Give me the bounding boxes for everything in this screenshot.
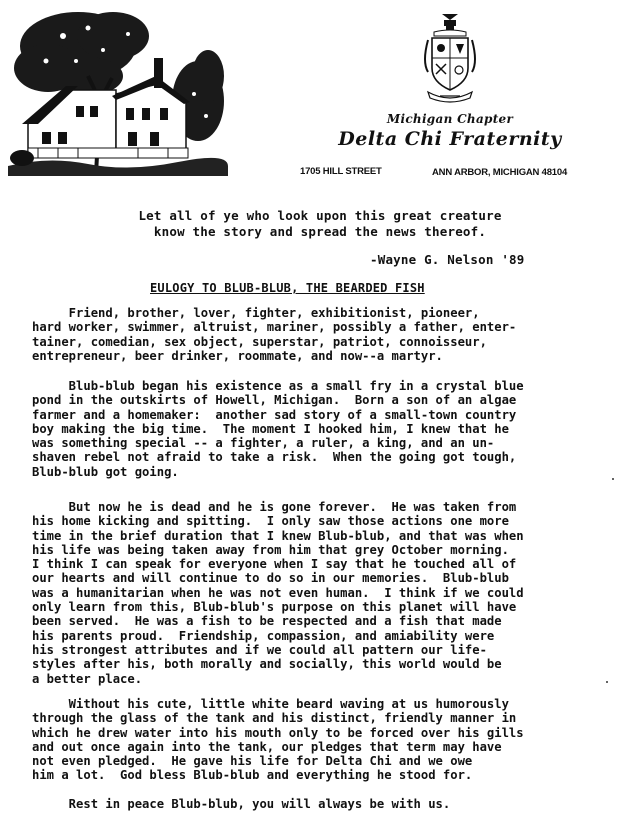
fraternity-crest-icon <box>420 12 480 104</box>
street-address: 1705 HILL STREET <box>300 166 382 177</box>
paragraph-2: Blub-blub began his existence as a small fry in a crystal blue pond in the outskirts of Howell, Michigan. Born a son of an algae farmer and a homemaker: another sad story of a small-town country boy making the big time. The moment I hooked him, I knew that he was something special -- a fighter, a ruler, a king, and an un- shaven rebel not afraid to take a risk. When the going got tough, Blub-blub got going. <box>32 379 524 479</box>
epigraph: Let all of ye who look upon this great creature know the story and spread the news thereof. <box>138 208 502 239</box>
chapter-house-illustration <box>8 6 228 176</box>
scan-speck <box>606 681 608 683</box>
paragraph-4: Without his cute, little white beard waving at us humorously through the glass of the tank and his distinct, friendly manner in which he drew water into his mouth only to be forced over his gills and out once again into the tank, our pledges that term may have not even pledged. He gave his life for Delta Chi and we owe him a lot. God bless Blub-blub and everything he stood for. <box>32 697 524 783</box>
city-address: ANN ARBOR, MICHIGAN 48104 <box>432 167 568 178</box>
chapter-name: Michigan Chapter <box>386 112 514 126</box>
paragraph-1: Friend, brother, lover, fighter, exhibitionist, pioneer, hard worker, swimmer, altruist, mariner, possibly a father, enter- tainer, comedian, sex object, superstar, patriot, connoisseur, entrepreneur, beer drinker, roommate, and now--a martyr. <box>32 306 517 363</box>
eulogy-title: EULOGY TO BLUB-BLUB, THE BEARDED FISH <box>150 281 425 295</box>
fraternity-name: Delta Chi Fraternity <box>338 128 562 150</box>
attribution: -Wayne G. Nelson '89 <box>370 252 525 267</box>
scan-speck <box>612 478 614 480</box>
paragraph-5: Rest in peace Blub-blub, you will always be with us. <box>32 797 451 811</box>
paragraph-3: But now he is dead and he is gone forever. He was taken from his home kicking and spitting. I only saw those actions one more time in the brief duration that I knew Blub-blub, and that was when his life was being taken away from him that grey October morning. I think I can speak for everyone when I say that he touched all of our hearts and will continue to do so in our memories. Blub-blub was a humanitarian when he was not even human. I think if we could only learn from this, Blub-blub's purpose on this planet will have been served. He was a fish to be respected and a fish that made his parents proud. Friendship, compassion, and amiability were his strongest attributes and if we could all pattern our life- styles after his, both morally and socially, this world would be a better place. <box>32 500 524 686</box>
